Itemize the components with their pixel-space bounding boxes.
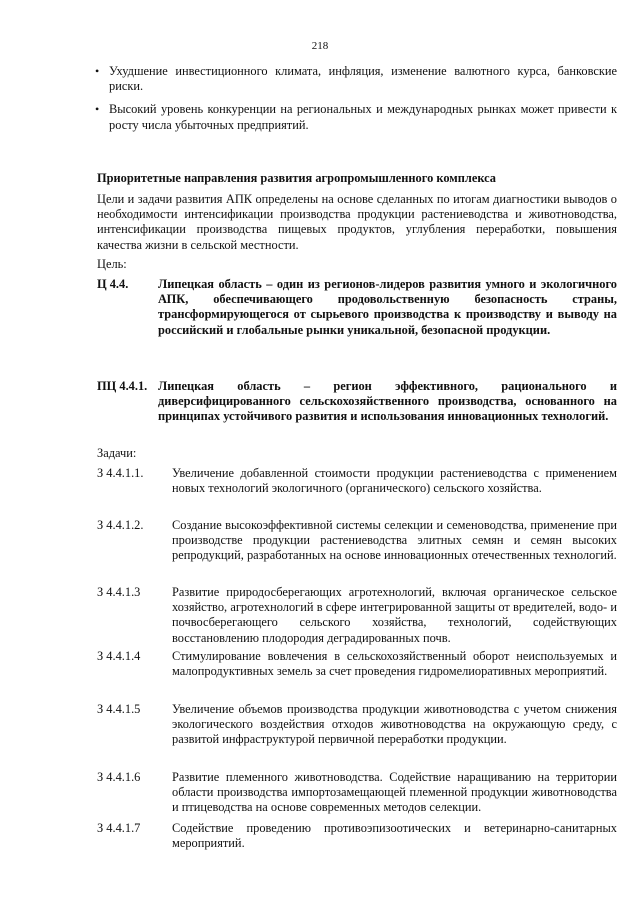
bullet-item	[95, 64, 617, 94]
risk-bullet-list	[95, 64, 617, 141]
task-code: З 4.4.1.1.	[97, 466, 144, 480]
task-row	[97, 821, 617, 851]
task-text: Содействие проведению противоэпизоотических и ветеринарно-санитарных мероприятий.	[172, 821, 617, 851]
task-text: Развитие племенного животноводства. Содействие наращиванию на территории области производства импортозамещающей племенной продукции животноводства и птицеводства на основе современных методов селекции.	[172, 770, 617, 815]
task-row	[97, 585, 617, 646]
task-code: З 4.4.1.7	[97, 821, 141, 835]
task-row	[97, 770, 617, 816]
bullet-text: Ухудшение инвестиционного климата, инфляция, изменение валютного курса, банковские риски.	[109, 64, 617, 94]
subgoal-code: ПЦ 4.4.1.	[97, 379, 148, 393]
task-code: З 4.4.1.3	[97, 585, 141, 599]
task-text: Создание высокоэффективной системы селекции и семеноводства, применение при производстве продукции растениеводства элитных семян и семян высоких репродукций, разработанных на основе инновационных отечественных технологий.	[172, 518, 617, 563]
task-row	[97, 518, 617, 564]
task-row	[97, 649, 617, 679]
bullet-text: Высокий уровень конкуренции на региональных и международных рынках может привести к росту числа убыточных предприятий.	[109, 102, 617, 132]
tasks-label: Задачи:	[97, 446, 137, 460]
task-row	[97, 702, 617, 748]
task-code: З 4.4.1.4	[97, 649, 141, 663]
goal-label: Цель:	[97, 257, 127, 271]
bullet-icon: •	[95, 64, 100, 78]
goal-code: Ц 4.4.	[97, 277, 129, 291]
section-intro: Цели и задачи развития АПК определены на основе сделанных по итогам диагностики выводов о необходимости интенсификации производства продукции растениеводства и животноводства, интенсификации производства пищевых продуктов, углубления переработки, повышения качества жизни в сельской местности.	[97, 192, 617, 252]
subgoal-text: Липецкая область – регион эффективного, рационального и диверсифицированного сельскохозяйственного производства, основанного на принципах устойчивого развития и использования инновационных технологий.	[158, 379, 617, 424]
task-code: З 4.4.1.6	[97, 770, 141, 784]
task-text: Увеличение добавленной стоимости продукции растениеводства с применением новых технологий экологичного (органического) сельского хозяйства.	[172, 466, 617, 496]
task-text: Развитие природосберегающих агротехнологий, включая органическое сельское хозяйство, агротехнологий в сфере интегрированной защиты от вредителей, водо- и почвосберегающего сельского хозяйства, технологий, содействующих восстановлению плодородия деградированных почв.	[172, 585, 617, 645]
task-text: Увеличение объемов производства продукции животноводства с учетом снижения экологического воздействия отходов животноводства на окружающую среду, с развитой инфраструктурой первичной переработки продукции.	[172, 702, 617, 747]
section-heading: Приоритетные направления развития агропромышленного комплекса	[97, 171, 497, 185]
bullet-item	[95, 102, 617, 132]
task-row	[97, 466, 617, 496]
subgoal-row	[97, 379, 617, 425]
task-text: Стимулирование вовлечения в сельскохозяйственный оборот неиспользуемых и малопродуктивных земель за счет проведения гидромелиоративных мероприятий.	[172, 649, 617, 679]
task-code: З 4.4.1.5	[97, 702, 141, 716]
page-number: 218	[311, 40, 329, 52]
task-code: З 4.4.1.2.	[97, 518, 144, 532]
bullet-icon: •	[95, 102, 100, 117]
goal-row	[97, 277, 617, 338]
goal-text: Липецкая область – один из регионов-лидеров развития умного и экологичного АПК, обеспечивающего продовольственную безопасность страны, трансформирующегося от сырьевого производства к производству и выводу на российский и глобальные рынки уникальной, безопасной продукции.	[158, 277, 617, 337]
